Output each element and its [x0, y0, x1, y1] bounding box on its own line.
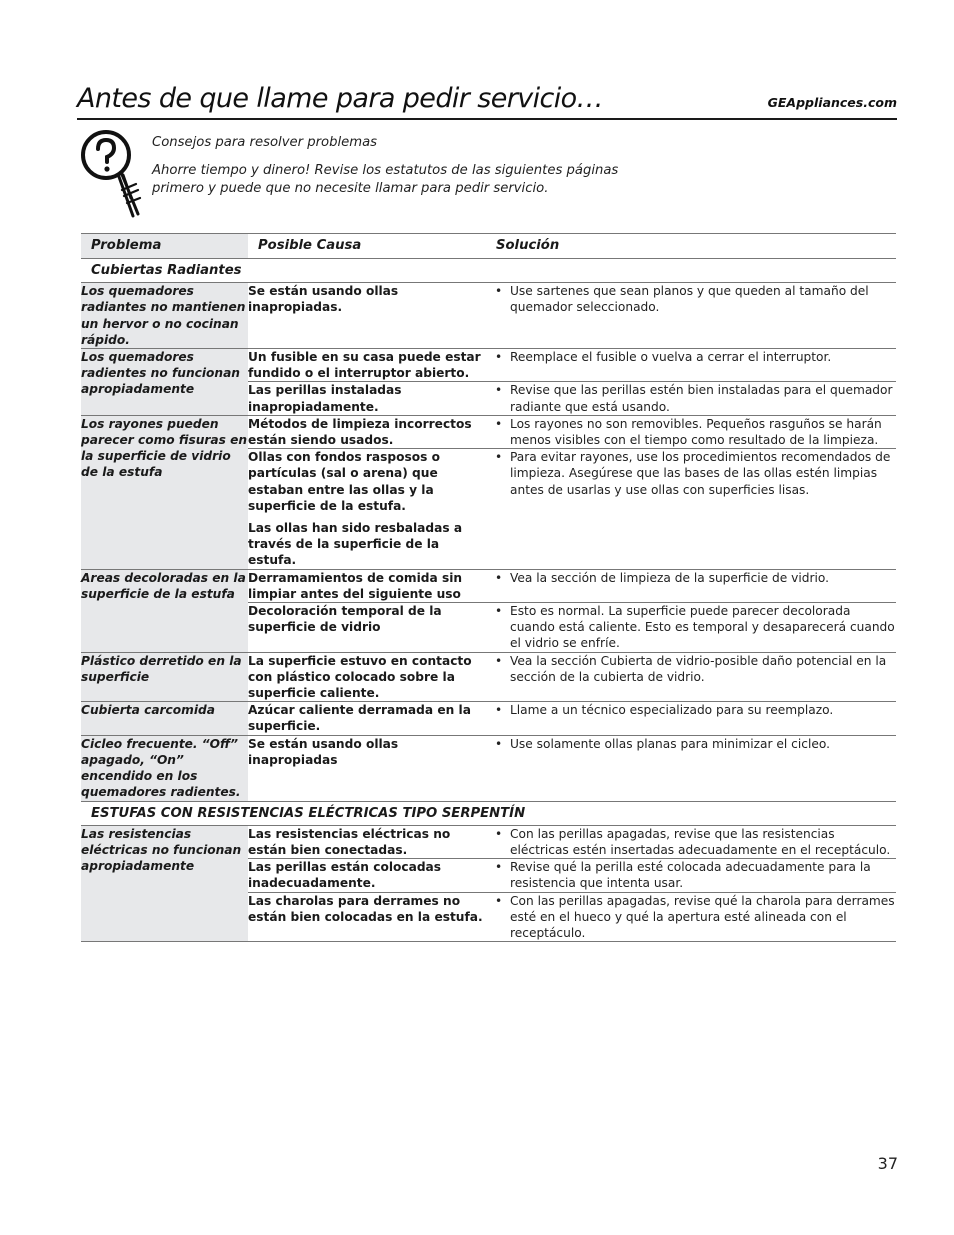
- table-row: [81, 825, 896, 858]
- cause-text: Las perillas están colocadas inadecuadamente.: [248, 860, 442, 891]
- solution-cell: [486, 449, 896, 569]
- cause-cell: [248, 449, 486, 569]
- cause-text: Se están usando ollas inapropiadas: [248, 736, 399, 767]
- cause-cell: [248, 859, 486, 892]
- cause-cell: [248, 283, 486, 349]
- cause-cell: [248, 825, 486, 858]
- solution-cell: [486, 382, 896, 415]
- solution-list: [486, 893, 896, 942]
- tips-block: [152, 134, 672, 208]
- cause-cell: [248, 349, 486, 382]
- solution-text: • Con las perillas apagadas, revise que las resistencias eléctricas estén insertadas adecuadamente en el receptáculo.: [486, 826, 896, 858]
- cause-cell: [248, 569, 486, 602]
- solution-cell: [486, 652, 896, 702]
- table-row: [81, 415, 896, 448]
- solution-text: • Reemplace el fusible o vuelva a cerrar el interruptor.: [486, 349, 896, 365]
- cause-text: Un fusible en su casa puede estar fundido o el interruptor abierto.: [248, 350, 481, 381]
- cause-cell: [248, 415, 486, 448]
- solution-text: • Vea la sección de limpieza de la superficie de vidrio.: [486, 570, 896, 586]
- section-title: Cubiertas Radiantes: [81, 259, 896, 283]
- cause-text: Las perillas instaladas inapropiadamente.: [248, 383, 402, 414]
- cause-text: Métodos de limpieza incorrectos están siendo usados.: [248, 416, 472, 448]
- table-row: [81, 652, 896, 702]
- cause-cell: [248, 382, 486, 415]
- page-header: [77, 78, 897, 120]
- solution-cell: [486, 283, 896, 349]
- cause-text: Las charolas para derrames no están bien colocadas en la estufa.: [248, 893, 483, 924]
- cause-text: Azúcar caliente derramada en la superficie.: [248, 703, 471, 734]
- solution-list: [486, 859, 896, 891]
- problem-cell: Areas decoloradas en la superficie de la estufa: [81, 569, 248, 652]
- solution-list: [486, 416, 896, 448]
- cause-text: Decoloración temporal de la superficie de vidrio: [248, 604, 442, 635]
- troubleshooting-table: [81, 233, 896, 942]
- cause-text: Las resistencias eléctricas no están bien conectadas.: [248, 826, 451, 857]
- cause-cell: [248, 702, 486, 735]
- table-row: [81, 349, 896, 382]
- cause-cell: [248, 892, 486, 942]
- page-number: 37: [877, 1154, 898, 1173]
- cause-text: Ollas con fondos rasposos o partículas (sal o arena) que estaban entre las ollas y la superficie de la estufa.: [248, 450, 440, 513]
- section-row: [81, 259, 896, 283]
- cause-cell: [248, 735, 486, 801]
- column-header-cause: Posible Causa: [248, 234, 486, 259]
- column-header-solution: Solución: [486, 234, 896, 259]
- solution-cell: [486, 415, 896, 448]
- problem-cell: Cicleo frecuente. “Off” apagado, “On” encendido en los quemadores radientes.: [81, 735, 248, 801]
- solution-list: [486, 736, 896, 752]
- solution-cell: [486, 859, 896, 892]
- cause-cell: [248, 652, 486, 702]
- solution-cell: [486, 349, 896, 382]
- problem-cell: Cubierta carcomida: [81, 702, 248, 735]
- problem-cell: Las resistencias eléctricas no funcionan apropiadamente: [81, 825, 248, 941]
- solution-list: [486, 283, 896, 315]
- solution-list: [486, 349, 896, 365]
- solution-cell: [486, 892, 896, 942]
- solution-list: [486, 570, 896, 586]
- problem-cell: Plástico derretido en la superficie: [81, 652, 248, 702]
- table-row: [81, 569, 896, 602]
- solution-cell: [486, 603, 896, 653]
- problem-cell: Los quemadores radiantes no mantienen un hervor o no cocinan rápido.: [81, 283, 248, 349]
- problem-cell: Los quemadores radientes no funcionan apropiadamente: [81, 349, 248, 416]
- table-row: [81, 702, 896, 735]
- solution-cell: [486, 825, 896, 858]
- solution-text: • Vea la sección Cubierta de vidrio-posible daño potencial en la sección de la cubierta de vidrio.: [486, 653, 896, 685]
- solution-text: • Con las perillas apagadas, revise qué la charola para derrames esté en el hueco y qué la apertura esté alineada con el receptáculo.: [486, 893, 896, 942]
- solution-text: • Esto es normal. La superficie puede parecer decolorada cuando está caliente. Esto es temporal y desaparecerá cuando el vidrio se enfríe.: [486, 603, 896, 652]
- solution-text: • Use sartenes que sean planos y que queden al tamaño del quemador seleccionado.: [486, 283, 896, 315]
- solution-text: • Use solamente ollas planas para minimizar el cicleo.: [486, 736, 896, 752]
- section-title: ESTUFAS CON RESISTENCIAS ELÉCTRICAS TIPO SERPENTÍN: [81, 801, 896, 825]
- solution-text: • Revise que las perillas estén bien instaladas para el quemador radiante que está usando.: [486, 382, 896, 414]
- troubleshooting-table-body: [81, 234, 896, 942]
- cause-text: Derramamientos de comida sin limpiar antes del siguiente uso: [248, 570, 463, 601]
- solution-list: [486, 702, 896, 718]
- solution-list: [486, 603, 896, 652]
- table-row: [81, 735, 896, 801]
- table-header-row: [81, 234, 896, 259]
- tips-heading: Consejos para resolver problemas: [152, 135, 378, 150]
- solution-text: • Llame a un técnico especializado para su reemplazo.: [486, 702, 896, 718]
- solution-text: • Revise qué la perilla esté colocada adecuadamente para la resistencia que intenta usar.: [486, 859, 896, 891]
- cause-cell: [248, 603, 486, 653]
- solution-list: [486, 449, 896, 498]
- table-row: [81, 283, 896, 349]
- cause-text: La superficie estuvo en contacto con plástico colocado sobre la superficie caliente.: [248, 653, 472, 701]
- solution-list: [486, 653, 896, 685]
- solution-cell: [486, 569, 896, 602]
- section-row: [81, 801, 896, 825]
- column-header-problem: Problema: [81, 234, 248, 259]
- tips-body: Ahorre tiempo y dinero! Revise los estatutos de las siguientes páginas primero y puede que no necesite llamar para pedir servicio.: [152, 163, 619, 196]
- cause-text: Se están usando ollas inapropiadas.: [248, 284, 399, 315]
- page-title: Antes de que llame para pedir servicio…: [77, 83, 603, 114]
- solution-list: [486, 826, 896, 858]
- cause-text: Las ollas han sido resbaladas a través de la superficie de la estufa.: [248, 521, 463, 568]
- solution-text: • Los rayones no son removibles. Pequeños rasguños se harán menos visibles con el tiempo como resultado de la limpieza.: [486, 416, 896, 448]
- site-url: GEAppliances.com: [767, 95, 897, 110]
- solution-text: • Para evitar rayones, use los procedimientos recomendados de limpieza. Asegúrese que las bases de las ollas estén limpias antes de usarlas y use ollas con superficies lisas.: [486, 449, 896, 498]
- solution-cell: [486, 735, 896, 801]
- problem-cell: Los rayones pueden parecer como fisuras en la superficie de vidrio de la estufa: [81, 415, 248, 569]
- question-mark-icon: [78, 128, 142, 220]
- solution-cell: [486, 702, 896, 735]
- solution-list: [486, 382, 896, 414]
